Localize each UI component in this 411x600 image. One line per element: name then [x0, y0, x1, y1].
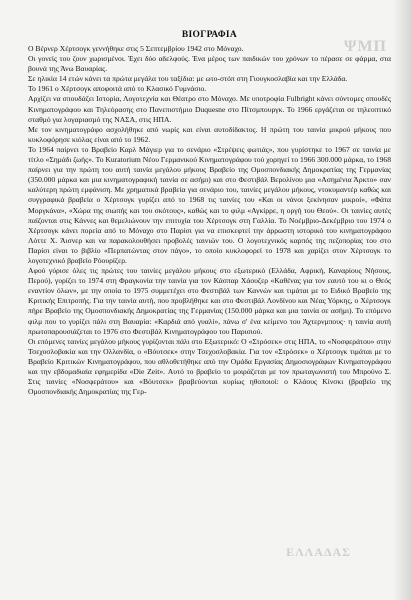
paragraph-selftaught: Με τον κινηματογράφο ασχολήθηκε από νωρίς και είναι αυτοδίδακτος. Η πρώτη του ταινία μικρού μήκους που κυκλοφόρησε κιόλας είναι από το 1962. — [28, 124, 391, 144]
paragraph-family: Οι γονείς του ζουν χωρισμένοι. Έχει δύο αδελφούς. Ένα μέρος των παιδικών του χρόνων το πέρασε σε φάρμα, στα βουνά της Άνω Βαυαρίας. — [28, 54, 391, 74]
bleed-through-text: ΨΜΠ — [343, 38, 387, 55]
paragraph-awards: Το 1964 παίρνει το Βραβείο Καρλ Μάγιερ για το σενάριο «Στρέψεις φωτιάς», που γυρίστηκε το 1967 σε ταινία με τίτλο «Σημάδι ζωής». Το Kuratorium Νέου Γερμανικού Κινηματογράφου τού χορηγεί το 1966 300.000 μάρκα, το 1968 παίρνει για την πρώτη του αυτή ταινία μεγάλου μήκους Βραβείο της Ομοσπονδιακής Δημοκρατίας της Γερμανίας (350.000 μάρκα και μια κινηματογραφική ταινία σε ασήμι) και στο Φεστιβάλ Βερολίνου μια «Ασημένια Άρκτο» σαν καλύτερη πρώτη εμφάνιση. Με χρηματικά βραβεία για σενάριο του, ταινίες μεγάλου μήκους, ντοκυμαντέρ καθώς και συγγραφικά βραβεία ο Χέρτσογκ γυρίζει από το 1968 τις ταινίες του «Και οι νάνοι ξεκίνησαν μικροί», «Φάτα Μοργκάνα», «Χώρα της σιωπής και του σκότους», καθώς και το φιλμ «Αγκίρρε, η οργή του Θεού». Οι ταινίες αυτές παίζονται στις Κάννες και θεμελιώνουν την επιτυχία του Χέρτσογκ στη Γαλλία. Το Νοέμβριο-Δεκέμβριο του 1974 ο Χέρτσογκ κάνει πορεία από το Μόναχο στο Παρίσι για να επισκεφτεί την άρρωστη ιστορικό του κινηματογράφου Λόττε Χ. Άισνερ και να παρακολουθήσει προβολές ταινιών του. Ο λογοτεχνικός καρπός της πεζοπορίας του στο Παρίσι είναι το βιβλίο «Περπατώντας στον πάγο», το οποίο κυκλοφορεί το 1978 και χαρίζει στον Χέρτσογκ το λογοτεχνικό βραβείο Ρόουρίζερ. — [28, 144, 391, 265]
paragraph-kaspar-hauser: Αφού γύρισε όλες τις πρώτες του ταινίες μεγάλου μήκους στο εξωτερικό (Ελλάδα, Αφρική, Καναρίους Νήσους, Περού), γυρίζει το 1974 στη Φραγκονία την ταινία για τον Κάσπαρ Χάουζερ «Καθένας για τον εαυτό του κι ο Θεός εναντίον όλων», με την οποία το 1975 συμμετέχει στο Φεστιβάλ των Καννών και τιμάται με το Ειδικό Βραβείο της Κριτικής Επιτροπής. Για την ταινία αυτή, που προβλήθηκε και στο Φεστιβάλ Λονδίνου και Νέας Υόρκης, ο Χέρτσογκ πήρε Βραβείο της Ομοσπονδιακής Δημοκρατίας της Γερμανίας (150.000 μάρκα και μια ταινία σε ασήμι). Το επόμενο φιλμ που το γυρίζει πάλι στη Βαυαρία: «Καρδιά από γυαλί», πάνω σ' ένα κείμενο του Άχτερνμπους· η ταινία αυτή πρωτοπαρουσιάζεται το 1976 στο Φεστιβάλ Κινηματογράφου του Παρισιού. — [28, 266, 391, 336]
paragraph-school: Το 1961 ο Χέρτσογκ αποφοιτά από το Κλασικό Γυμνάσιο. — [28, 84, 207, 94]
page-title: ΒΙΟΓΡΑΦΙΑ — [181, 30, 238, 40]
paragraph-later-films: Οι επόμενες ταινίες μεγάλου μήκους γυρίζονται πάλι στο Εξωτερικό: Ο «Στρόσεκ» στις ΗΠΑ, το «Νοσφεράτου» στην Τσεχοσλοβακία και την Ολλανδία, ο «Βόυτσεκ» στην Τσεχοσλοβακία. Για τον «Στρόσεκ» ο Χέρτσογκ τιμάται με το Βραβείο Κριτικών Κινηματογράφου, που αθλοθετήθηκε από την Ομάδα Εργασίας Δημοσιογράφων Κινηματογράφου και την εβδομαδιαία εφημερίδα «Die Zeit». Αυτό το βραβείο το μοιράζεται με τον πρωταγωνιστή του Μπρούνο Σ. Στις ταινίες «Νοσφεράτου» και «Βόυτσεκ» βραβεύονται κυρίως ηθοποιοί: ο Κλάους Κίνσκι (βραβείο της Ομοσπονδιακής Δημοκρατίας της Γερ- — [28, 336, 391, 397]
paragraph-studies: Αρχίζει να σπουδάζει Ιστορία, Λογοτεχνία και Θέατρο στο Μόναχο. Με υποτροφία Fulbright κάνει σύντομες σπουδές Κινηματογράφου και Τηλεόρασης στο Πανεπιστήμιο Duquesne στο Πίτσμπουργκ. Το 1966 εργάζεται σε τηλεοπτικό σταθμό για λογαριασμό της ΝΑΣΑ, στις ΗΠΑ. — [28, 94, 391, 124]
bleed-through-text: ΕΛΛΑΔΑΣ — [286, 545, 351, 559]
paragraph-travel: Σε ηλικία 14 ετών κάνει τα πρώτα μεγάλα του ταξίδια: με ωτο-στόπ στη Γιουγκοσλαβία και την Ελλάδα. — [28, 74, 348, 84]
page-edge-shadow — [393, 0, 411, 600]
paragraph-birth: Ο Βέρνερ Χέρτσογκ γεννήθηκε στις 5 Σεπτεμβρίου 1942 στο Μόναχο. — [28, 44, 244, 53]
